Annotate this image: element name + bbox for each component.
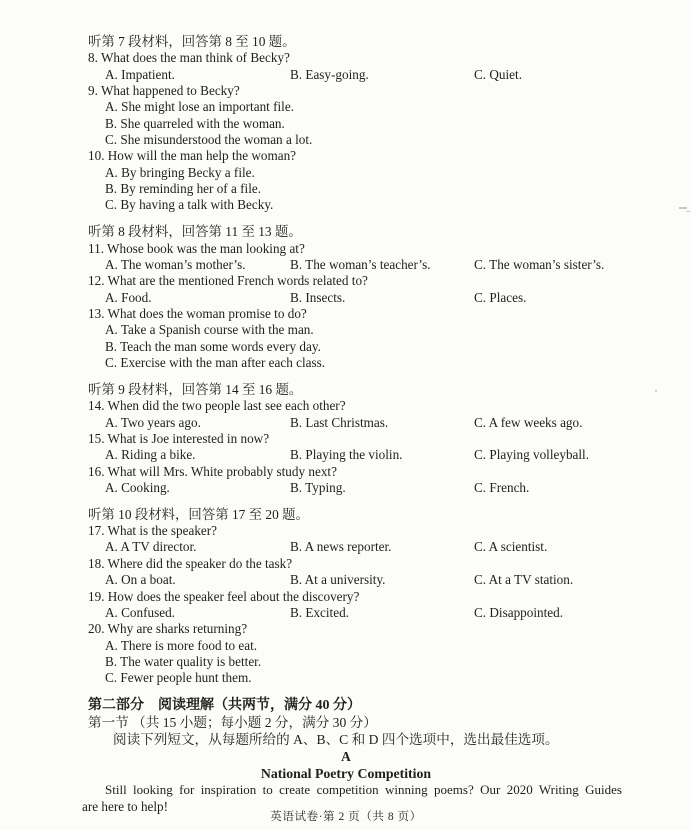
page-footer: 英语试卷·第 2 页（共 8 页） xyxy=(270,810,422,823)
section-instruction: 听第 9 段材料，回答第 14 至 16 题。 xyxy=(88,381,303,397)
answer-option: A. Food. xyxy=(105,289,152,305)
question-text: 15. What is Joe interested in now? xyxy=(88,430,270,446)
question-text: 18. Where did the speaker do the task? xyxy=(88,555,293,571)
answer-option: A. Confused. xyxy=(105,604,175,620)
answer-option: B. She quarreled with the woman. xyxy=(105,115,285,131)
answer-option: C. Disappointed. xyxy=(474,604,564,620)
options-row xyxy=(0,257,692,273)
options-row xyxy=(0,572,692,588)
answer-option: C. Playing volleyball. xyxy=(474,447,590,463)
answer-option: C. Quiet. xyxy=(474,66,522,82)
answer-option: A. A TV director. xyxy=(105,539,197,555)
answer-option: A. Take a Spanish course with the man. xyxy=(105,322,314,338)
question-text: 20. Why are sharks returning? xyxy=(88,621,248,637)
question-text: 13. What does the woman promise to do? xyxy=(88,306,307,321)
answer-option: C. At a TV station. xyxy=(474,572,574,588)
answer-option: A. On a boat. xyxy=(105,572,176,588)
answer-option: C. By having a talk with Becky. xyxy=(105,197,274,213)
section-instruction: 听第 8 段材料，回答第 11 至 13 题。 xyxy=(88,224,302,240)
section-instruction: 听第 7 段材料，回答第 8 至 10 题。 xyxy=(88,34,296,49)
part2-instruction: 阅读下列短文，从每题所给的 A、B、C 和 D 四个选项中，选出最佳选项。 xyxy=(113,732,559,748)
question-text: 16. What will Mrs. White probably study next? xyxy=(88,463,337,479)
options-row xyxy=(0,67,692,83)
options-row xyxy=(0,605,692,621)
answer-option: A. There is more food to eat. xyxy=(105,637,258,653)
question-text: 17. What is the speaker? xyxy=(88,523,218,539)
answer-option: B. Last Christmas. xyxy=(290,414,389,430)
passage-line-2: are here to help! xyxy=(82,798,169,814)
answer-option: C. Fewer people hunt them. xyxy=(105,670,252,686)
answer-option: B. Typing. xyxy=(290,479,346,495)
answer-option: A. Two years ago. xyxy=(105,414,201,430)
answer-option: B. Insects. xyxy=(290,289,346,305)
answer-option: B. Teach the man some words every day. xyxy=(105,338,321,354)
answer-option: A. By bringing Becky a file. xyxy=(105,164,255,180)
answer-option: C. Places. xyxy=(474,289,527,305)
options-row xyxy=(0,539,692,555)
question-text: 14. When did the two people last see each other? xyxy=(88,398,346,414)
scan-artifact xyxy=(679,207,687,209)
part2-header: 第二部分 阅读理解（共两节，满分 40 分） xyxy=(88,697,361,713)
options-row xyxy=(0,480,692,496)
answer-option: C. French. xyxy=(474,479,530,495)
part2-section-line: 第一节 （共 15 小题；每小题 2 分，满分 30 分） xyxy=(88,715,377,731)
answer-option: A. Impatient. xyxy=(105,66,175,82)
options-row xyxy=(0,290,692,306)
question-text: 11. Whose book was the man looking at? xyxy=(88,240,305,256)
reading-part xyxy=(0,697,692,816)
answer-option: B. Easy-going. xyxy=(290,66,369,82)
listening-section xyxy=(0,34,692,214)
answer-option: B. A news reporter. xyxy=(290,539,392,555)
question-text: 10. How will the man help the woman? xyxy=(88,148,297,164)
scan-artifact xyxy=(686,211,690,212)
passage-line-1: Still looking for inspiration to create competition winning poems? Our 2020 Writing Guides xyxy=(105,782,622,798)
listening-questions-block xyxy=(0,34,692,687)
answer-option: B. The woman’s teacher’s. xyxy=(290,256,431,272)
answer-option: C. She misunderstood the woman a lot. xyxy=(105,132,313,148)
options-row xyxy=(0,447,692,463)
answer-option: A. Riding a bike. xyxy=(105,447,196,463)
listening-section xyxy=(0,224,692,371)
scan-artifact xyxy=(655,390,657,392)
answer-option: C. The woman’s sister’s. xyxy=(474,256,605,272)
options-row xyxy=(0,415,692,431)
passage-label: A xyxy=(341,749,351,765)
answer-option: A. Cooking. xyxy=(105,479,170,495)
answer-option: B. The water quality is better. xyxy=(105,653,262,669)
question-text: 8. What does the man think of Becky? xyxy=(88,50,290,66)
answer-option: C. A few weeks ago. xyxy=(474,414,583,430)
listening-section xyxy=(0,507,692,687)
question-text: 19. How does the speaker feel about the discovery? xyxy=(88,588,360,604)
answer-option: B. Playing the violin. xyxy=(290,447,403,463)
answer-option: A. She might lose an important file. xyxy=(105,99,294,115)
answer-option: A. The woman’s mother’s. xyxy=(105,256,246,272)
question-text: 9. What happened to Becky? xyxy=(88,83,240,99)
section-instruction: 听第 10 段材料，回答第 17 至 20 题。 xyxy=(88,506,309,522)
answer-option: C. Exercise with the man after each class. xyxy=(105,355,326,371)
question-text: 12. What are the mentioned French words related to? xyxy=(88,273,368,289)
answer-option: B. By reminding her of a file. xyxy=(105,181,262,197)
listening-section xyxy=(0,382,692,496)
answer-option: C. A scientist. xyxy=(474,539,548,555)
answer-option: B. At a university. xyxy=(290,572,386,588)
passage-title: National Poetry Competition xyxy=(260,766,432,782)
answer-option: B. Excited. xyxy=(290,604,349,620)
